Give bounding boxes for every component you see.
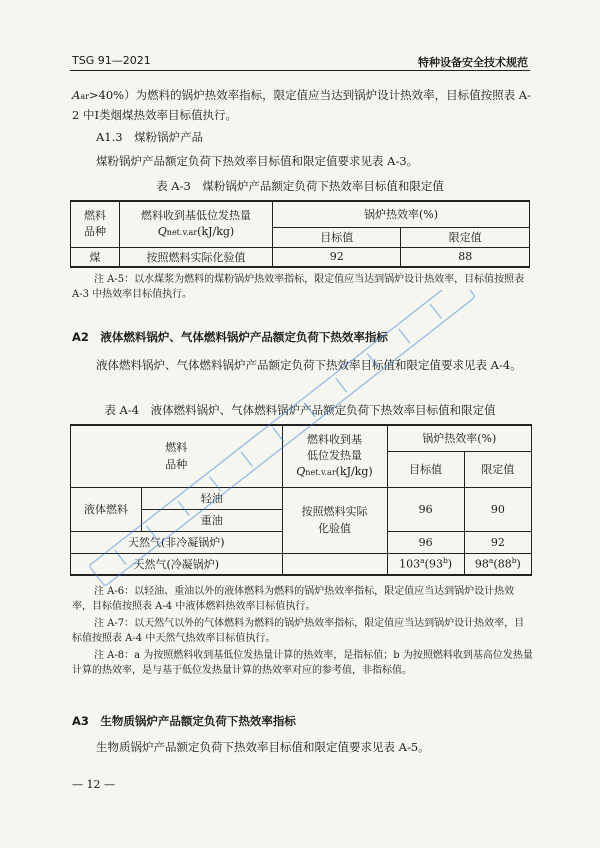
table-a3-caption: 表 A-3 煤粉锅炉产品额定负荷下热效率目标值和限定值 bbox=[156, 179, 444, 193]
cell-gas-c-target: 103$^a$(93$^b$) bbox=[387, 553, 464, 575]
cell-gas-nc-limit: 92 bbox=[464, 531, 531, 553]
cell-limit: 88 bbox=[401, 247, 530, 267]
spec-title: 特种设备安全技术规范 bbox=[418, 56, 528, 69]
section-a1-3-body: 煤粉锅炉产品额定负荷下热效率目标值和限定值要求见表 A-3。 bbox=[96, 154, 419, 168]
intro-paragraph: Aar>40%）为燃料的锅炉热效率指标，限定值应当达到锅炉设计热效率，目标值按照表 A-2 中Ⅰ类烟煤热效率目标值执行。 bbox=[72, 88, 531, 122]
th-efficiency: 锅炉热效率(%) bbox=[273, 201, 530, 227]
page-number: — 12 — bbox=[72, 778, 115, 791]
cell-heat: 按照燃料实际 化验值 bbox=[282, 487, 387, 553]
note-a8: 注 A-8：a 为按照燃料收到基低位发热量计算的热效率，是指标值；b 为按照燃料收到基高位发热量计算的热效率，是与基于低位发热量计算的热效率对应的参考值，非指标值。 bbox=[72, 650, 533, 676]
cell-fuel: 煤 bbox=[71, 247, 120, 267]
cell-light-oil: 轻油 bbox=[142, 487, 283, 509]
cell-target: 92 bbox=[273, 247, 401, 267]
section-a3-body: 生物质锅炉产品额定负荷下热效率目标值和限定值要求见表 A-5。 bbox=[96, 740, 430, 754]
table-row bbox=[71, 553, 532, 575]
note-a5: 注 A-5：以水煤浆为燃料的煤粉锅炉热效率指标，限定值应当达到锅炉设计热效率，目标值按照表 A-3 中热效率目标值执行。 bbox=[72, 274, 525, 300]
section-a2-heading: A2 液体燃料锅炉、气体燃料锅炉产品额定负荷下热效率指标 bbox=[72, 330, 388, 344]
cell-gas-c-heat bbox=[282, 553, 387, 575]
th-target: 目标值 bbox=[273, 227, 401, 247]
cell-gas-c-limit: 98$^a$(88$^b$) bbox=[464, 553, 531, 575]
cell-gas-nc-target: 96 bbox=[387, 531, 464, 553]
note-a7: 注 A-7：以天然气以外的气体燃料为燃料的锅炉热效率指标，限定值应当达到锅炉设计热效率，目标值按照表 A-4 中天然气热效率目标值执行。 bbox=[72, 618, 525, 644]
note-a6: 注 A-6：以轻油、重油以外的液体燃料为燃料的锅炉热效率指标，限定值应当达到锅炉设计热效率，目标值按照表 A-4 中液体燃料热效率目标值执行。 bbox=[72, 586, 515, 612]
th-limit: 限定值 bbox=[464, 451, 531, 487]
page-header bbox=[70, 52, 530, 71]
table-row bbox=[71, 247, 530, 267]
section-a1-3-heading: A1.3 煤粉锅炉产品 bbox=[96, 130, 204, 144]
th-fuel: 燃料 品种 bbox=[71, 201, 120, 247]
cell-heat: 按照燃料实际化验值 bbox=[120, 247, 273, 267]
cell-liquid-fuel: 液体燃料 bbox=[71, 487, 142, 531]
standard-code: TSG 91—2021 bbox=[72, 54, 151, 67]
th-limit: 限定值 bbox=[401, 227, 530, 247]
table-a4 bbox=[70, 424, 532, 576]
th-target: 目标值 bbox=[387, 451, 464, 487]
th-heat-value: 燃料收到基低位发热量 Qnet.v.ar(kJ/kg) bbox=[120, 201, 273, 247]
table-a3 bbox=[70, 200, 530, 268]
section-a3-heading: A3 生物质锅炉产品额定负荷下热效率指标 bbox=[72, 714, 296, 728]
th-fuel: 燃料 品种 bbox=[71, 425, 283, 487]
th-efficiency: 锅炉热效率(%) bbox=[387, 425, 532, 451]
cell-liquid-limit: 90 bbox=[464, 487, 531, 531]
section-a2-body: 液体燃料锅炉、气体燃料锅炉产品额定负荷下热效率目标值和限定值要求见表 A-4。 bbox=[96, 358, 522, 372]
cell-heavy-oil: 重油 bbox=[142, 509, 283, 531]
cell-gas-noncondensing: 天然气(非冷凝锅炉) bbox=[71, 531, 283, 553]
cell-gas-condensing: 天然气(冷凝锅炉) bbox=[71, 553, 283, 575]
cell-liquid-target: 96 bbox=[387, 487, 464, 531]
th-heat-value: 燃料收到基 低位发热量 Qnet.v.ar(kJ/kg) bbox=[282, 425, 387, 487]
table-row bbox=[71, 487, 532, 509]
table-a4-caption: 表 A-4 液体燃料锅炉、气体燃料锅炉产品额定负荷下热效率目标值和限定值 bbox=[104, 403, 496, 417]
